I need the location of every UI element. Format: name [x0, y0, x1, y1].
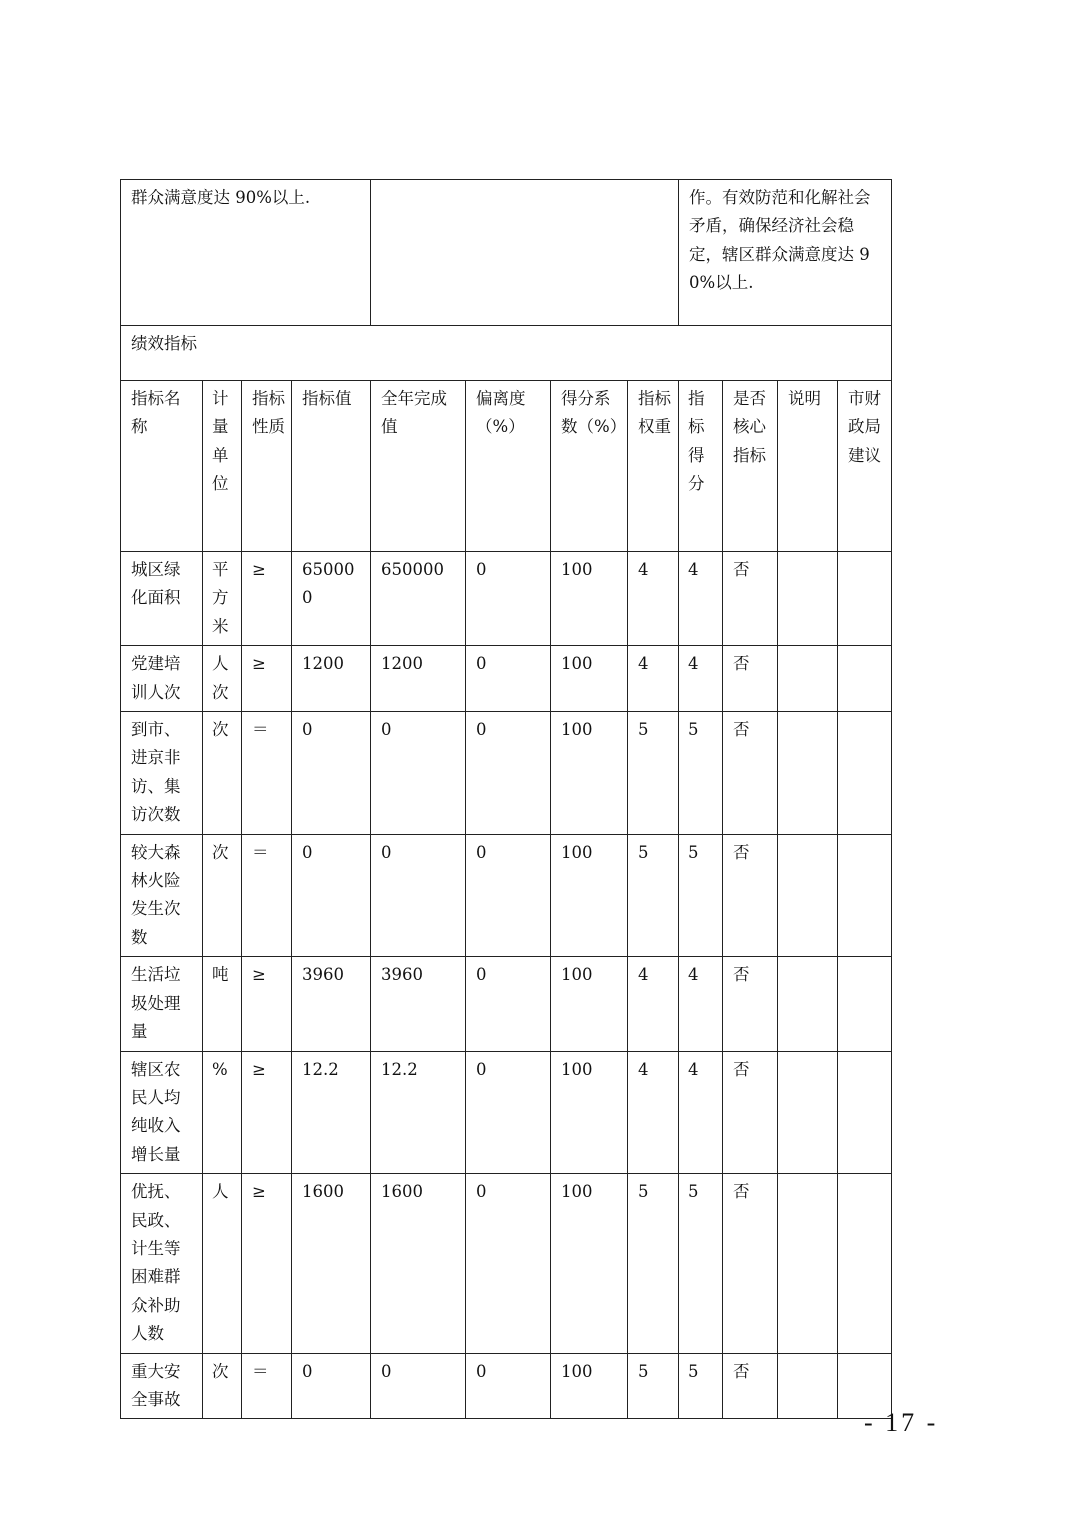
suggestion-cell [838, 1051, 892, 1174]
weight-cell: 4 [628, 957, 679, 1051]
weight-cell: 5 [628, 712, 679, 835]
score-coefficient-cell: 100 [551, 552, 628, 646]
unit-cell: 人次 [203, 646, 242, 712]
score-cell: 5 [679, 1174, 723, 1353]
actual-value-cell: 1600 [371, 1174, 466, 1353]
score-cell: 4 [679, 646, 723, 712]
table-row [121, 1353, 892, 1419]
score-cell: 5 [679, 834, 723, 957]
note-cell [778, 552, 838, 646]
target-value-cell: 3960 [292, 957, 371, 1051]
header-cell: 计量单位 [203, 381, 242, 552]
header-cell: 市财政局建议 [838, 381, 892, 552]
table-row [121, 1051, 892, 1174]
nature-cell: ＝ [242, 1353, 292, 1419]
header-cell: 指标得分 [679, 381, 723, 552]
weight-cell: 4 [628, 1051, 679, 1174]
core-indicator-cell: 否 [723, 957, 778, 1051]
note-cell [778, 957, 838, 1051]
nature-cell: ＝ [242, 712, 292, 835]
suggestion-cell [838, 646, 892, 712]
table-row [121, 834, 892, 957]
table-row [121, 1174, 892, 1353]
target-value-cell: 1200 [292, 646, 371, 712]
note-cell [778, 712, 838, 835]
suggestion-cell [838, 1174, 892, 1353]
deviation-cell: 0 [466, 646, 551, 712]
indicator-name-cell: 城区绿化面积 [121, 552, 203, 646]
header-cell: 指标名称 [121, 381, 203, 552]
header-cell: 指标值 [292, 381, 371, 552]
score-coefficient-cell: 100 [551, 834, 628, 957]
unit-cell: 平方米 [203, 552, 242, 646]
score-cell: 4 [679, 957, 723, 1051]
note-cell [778, 834, 838, 957]
weight-cell: 4 [628, 552, 679, 646]
nature-cell: ≥ [242, 1051, 292, 1174]
weight-cell: 4 [628, 646, 679, 712]
unit-cell: 次 [203, 834, 242, 957]
summary-middle-cell [371, 180, 679, 326]
indicator-name-cell: 到市、进京非访、集访次数 [121, 712, 203, 835]
table-row [121, 646, 892, 712]
suggestion-cell [838, 834, 892, 957]
score-cell: 5 [679, 712, 723, 835]
actual-value-cell: 650000 [371, 552, 466, 646]
actual-value-cell: 1200 [371, 646, 466, 712]
core-indicator-cell: 否 [723, 646, 778, 712]
unit-cell: 人 [203, 1174, 242, 1353]
target-value-cell: 1600 [292, 1174, 371, 1353]
unit-cell: 次 [203, 712, 242, 835]
indicator-name-cell: 生活垃圾处理量 [121, 957, 203, 1051]
score-coefficient-cell: 100 [551, 712, 628, 835]
core-indicator-cell: 否 [723, 1353, 778, 1419]
summary-right-cell: 作。有效防范和化解社会矛盾，确保经济社会稳定，辖区群众满意度达 90%以上. [679, 180, 892, 326]
score-cell: 4 [679, 1051, 723, 1174]
suggestion-cell [838, 957, 892, 1051]
note-cell [778, 1174, 838, 1353]
indicator-name-cell: 重大安全事故 [121, 1353, 203, 1419]
header-cell: 是否核心指标 [723, 381, 778, 552]
actual-value-cell: 0 [371, 712, 466, 835]
weight-cell: 5 [628, 834, 679, 957]
nature-cell: ＝ [242, 834, 292, 957]
score-coefficient-cell: 100 [551, 957, 628, 1051]
target-value-cell: 0 [292, 712, 371, 835]
table-row [121, 712, 892, 835]
score-cell: 4 [679, 552, 723, 646]
actual-value-cell: 0 [371, 834, 466, 957]
header-cell: 得分系数（%） [551, 381, 628, 552]
header-cell: 全年完成值 [371, 381, 466, 552]
actual-value-cell: 3960 [371, 957, 466, 1051]
core-indicator-cell: 否 [723, 552, 778, 646]
core-indicator-cell: 否 [723, 712, 778, 835]
table-row [121, 552, 892, 646]
indicator-name-cell: 辖区农民人均纯收入增长量 [121, 1051, 203, 1174]
unit-cell: 吨 [203, 957, 242, 1051]
weight-cell: 5 [628, 1174, 679, 1353]
target-value-cell: 12.2 [292, 1051, 371, 1174]
header-row [121, 381, 892, 552]
score-coefficient-cell: 100 [551, 1051, 628, 1174]
indicator-name-cell: 优抚、民政、计生等困难群众补助人数 [121, 1174, 203, 1353]
table-row [121, 957, 892, 1051]
core-indicator-cell: 否 [723, 1174, 778, 1353]
deviation-cell: 0 [466, 1051, 551, 1174]
actual-value-cell: 0 [371, 1353, 466, 1419]
nature-cell: ≥ [242, 646, 292, 712]
note-cell [778, 646, 838, 712]
header-cell: 说明 [778, 381, 838, 552]
score-cell: 5 [679, 1353, 723, 1419]
deviation-cell: 0 [466, 1174, 551, 1353]
target-value-cell: 0 [292, 1353, 371, 1419]
core-indicator-cell: 否 [723, 834, 778, 957]
suggestion-cell [838, 552, 892, 646]
nature-cell: ≥ [242, 957, 292, 1051]
score-coefficient-cell: 100 [551, 646, 628, 712]
section-title: 绩效指标 [121, 326, 892, 381]
deviation-cell: 0 [466, 712, 551, 835]
header-cell: 指标性质 [242, 381, 292, 552]
target-value-cell: 650000 [292, 552, 371, 646]
page-number: - 17 - [864, 1408, 939, 1437]
deviation-cell: 0 [466, 834, 551, 957]
weight-cell: 5 [628, 1353, 679, 1419]
unit-cell: 次 [203, 1353, 242, 1419]
summary-row [121, 180, 892, 326]
note-cell [778, 1051, 838, 1174]
unit-cell: % [203, 1051, 242, 1174]
section-title-row [121, 326, 892, 381]
performance-table [120, 179, 892, 1419]
score-coefficient-cell: 100 [551, 1174, 628, 1353]
indicator-name-cell: 党建培训人次 [121, 646, 203, 712]
target-value-cell: 0 [292, 834, 371, 957]
deviation-cell: 0 [466, 957, 551, 1051]
header-cell: 偏离度（%） [466, 381, 551, 552]
header-cell: 指标权重 [628, 381, 679, 552]
indicator-name-cell: 较大森林火险发生次数 [121, 834, 203, 957]
note-cell [778, 1353, 838, 1419]
summary-left-cell: 群众满意度达 90%以上. [121, 180, 371, 326]
actual-value-cell: 12.2 [371, 1051, 466, 1174]
score-coefficient-cell: 100 [551, 1353, 628, 1419]
suggestion-cell [838, 712, 892, 835]
nature-cell: ≥ [242, 1174, 292, 1353]
core-indicator-cell: 否 [723, 1051, 778, 1174]
deviation-cell: 0 [466, 552, 551, 646]
nature-cell: ≥ [242, 552, 292, 646]
deviation-cell: 0 [466, 1353, 551, 1419]
